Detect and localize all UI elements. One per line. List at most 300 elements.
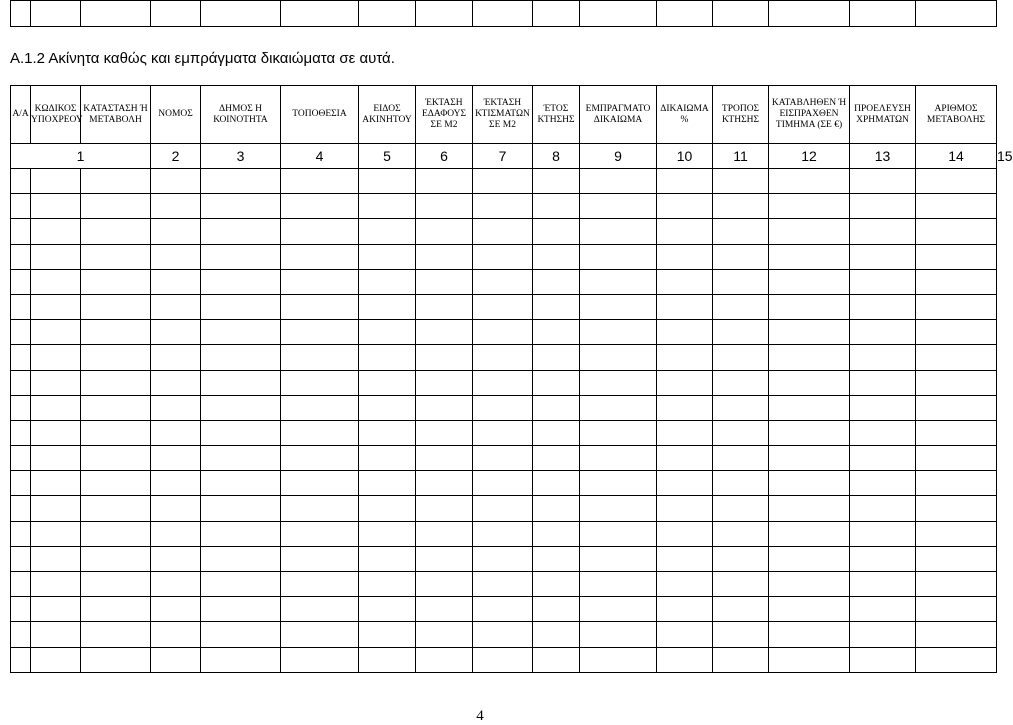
table-cell[interactable]	[533, 597, 580, 622]
table-cell[interactable]	[31, 244, 81, 269]
table-cell[interactable]	[151, 622, 201, 647]
table-cell[interactable]	[657, 597, 713, 622]
table-cell[interactable]	[580, 320, 657, 345]
table-cell[interactable]	[81, 622, 151, 647]
table-cell[interactable]	[416, 345, 473, 370]
table-cell[interactable]	[473, 496, 533, 521]
table-cell[interactable]	[916, 471, 997, 496]
table-cell[interactable]	[281, 169, 359, 194]
table-cell[interactable]	[81, 471, 151, 496]
table-cell[interactable]	[201, 446, 281, 471]
table-cell[interactable]	[713, 169, 769, 194]
table-cell[interactable]	[151, 345, 201, 370]
table-cell[interactable]	[81, 194, 151, 219]
table-cell[interactable]	[416, 647, 473, 672]
table-cell[interactable]	[359, 471, 416, 496]
table-cell[interactable]	[281, 597, 359, 622]
table-cell[interactable]	[533, 521, 580, 546]
table-cell[interactable]	[769, 420, 850, 445]
table-cell[interactable]	[473, 169, 533, 194]
table-cell[interactable]	[81, 395, 151, 420]
table-cell[interactable]	[81, 169, 151, 194]
table-cell[interactable]	[359, 169, 416, 194]
table-cell[interactable]	[713, 194, 769, 219]
table-cell[interactable]	[31, 395, 81, 420]
table-cell[interactable]	[201, 420, 281, 445]
table-cell[interactable]	[916, 294, 997, 319]
table-cell[interactable]	[850, 647, 916, 672]
table-cell[interactable]	[850, 244, 916, 269]
table-cell[interactable]	[359, 269, 416, 294]
table-cell[interactable]	[201, 345, 281, 370]
table-cell[interactable]	[81, 521, 151, 546]
table-cell[interactable]	[11, 471, 31, 496]
table-cell[interactable]	[580, 597, 657, 622]
table-cell[interactable]	[151, 294, 201, 319]
table-cell[interactable]	[916, 244, 997, 269]
table-cell[interactable]	[533, 546, 580, 571]
table-cell[interactable]	[769, 647, 850, 672]
table-cell[interactable]	[769, 471, 850, 496]
table-cell[interactable]	[473, 320, 533, 345]
table-cell[interactable]	[850, 572, 916, 597]
table-cell[interactable]	[533, 446, 580, 471]
table-cell[interactable]	[580, 294, 657, 319]
table-cell[interactable]	[657, 294, 713, 319]
table-cell[interactable]	[713, 496, 769, 521]
table-cell[interactable]	[850, 269, 916, 294]
table-cell[interactable]	[359, 496, 416, 521]
table-cell[interactable]	[916, 169, 997, 194]
table-cell[interactable]	[151, 572, 201, 597]
table-cell[interactable]	[416, 320, 473, 345]
table-cell[interactable]	[769, 496, 850, 521]
table-cell[interactable]	[31, 219, 81, 244]
table-cell[interactable]	[416, 521, 473, 546]
table-cell[interactable]	[916, 572, 997, 597]
table-cell[interactable]	[769, 169, 850, 194]
table-cell[interactable]	[151, 446, 201, 471]
table-cell[interactable]	[580, 219, 657, 244]
table-cell[interactable]	[151, 420, 201, 445]
table-cell[interactable]	[359, 395, 416, 420]
table-cell[interactable]	[916, 496, 997, 521]
table-cell[interactable]	[31, 320, 81, 345]
table-cell[interactable]	[281, 471, 359, 496]
table-cell[interactable]	[850, 370, 916, 395]
table-cell[interactable]	[359, 521, 416, 546]
table-cell[interactable]	[31, 597, 81, 622]
table-cell[interactable]	[657, 345, 713, 370]
table-cell[interactable]	[359, 370, 416, 395]
table-cell[interactable]	[31, 269, 81, 294]
table-cell[interactable]	[31, 194, 81, 219]
table-cell[interactable]	[281, 496, 359, 521]
table-cell[interactable]	[201, 546, 281, 571]
table-cell[interactable]	[916, 269, 997, 294]
table-cell[interactable]	[657, 219, 713, 244]
table-cell[interactable]	[473, 420, 533, 445]
table-cell[interactable]	[11, 294, 31, 319]
table-cell[interactable]	[850, 420, 916, 445]
table-cell[interactable]	[850, 294, 916, 319]
table-cell[interactable]	[201, 597, 281, 622]
table-cell[interactable]	[151, 370, 201, 395]
table-cell[interactable]	[769, 370, 850, 395]
table-cell[interactable]	[281, 345, 359, 370]
table-cell[interactable]	[31, 546, 81, 571]
table-cell[interactable]	[657, 420, 713, 445]
table-cell[interactable]	[916, 597, 997, 622]
table-cell[interactable]	[916, 194, 997, 219]
table-cell[interactable]	[359, 546, 416, 571]
table-cell[interactable]	[11, 496, 31, 521]
table-cell[interactable]	[359, 345, 416, 370]
table-cell[interactable]	[31, 294, 81, 319]
table-cell[interactable]	[769, 269, 850, 294]
table-cell[interactable]	[580, 345, 657, 370]
table-cell[interactable]	[201, 169, 281, 194]
table-cell[interactable]	[201, 572, 281, 597]
table-cell[interactable]	[850, 597, 916, 622]
table-cell[interactable]	[359, 219, 416, 244]
table-cell[interactable]	[713, 269, 769, 294]
table-cell[interactable]	[359, 294, 416, 319]
table-cell[interactable]	[473, 622, 533, 647]
table-cell[interactable]	[473, 244, 533, 269]
table-cell[interactable]	[657, 647, 713, 672]
table-cell[interactable]	[473, 294, 533, 319]
table-cell[interactable]	[580, 169, 657, 194]
table-cell[interactable]	[201, 496, 281, 521]
table-cell[interactable]	[657, 446, 713, 471]
table-cell[interactable]	[657, 471, 713, 496]
table-cell[interactable]	[850, 169, 916, 194]
table-cell[interactable]	[713, 521, 769, 546]
table-cell[interactable]	[31, 471, 81, 496]
table-cell[interactable]	[657, 370, 713, 395]
table-cell[interactable]	[31, 420, 81, 445]
table-cell[interactable]	[473, 194, 533, 219]
table-cell[interactable]	[201, 647, 281, 672]
table-cell[interactable]	[769, 294, 850, 319]
table-cell[interactable]	[151, 496, 201, 521]
table-cell[interactable]	[850, 546, 916, 571]
table-cell[interactable]	[713, 647, 769, 672]
table-cell[interactable]	[31, 169, 81, 194]
table-cell[interactable]	[713, 446, 769, 471]
table-cell[interactable]	[11, 395, 31, 420]
table-cell[interactable]	[31, 521, 81, 546]
table-cell[interactable]	[473, 546, 533, 571]
table-cell[interactable]	[580, 194, 657, 219]
table-cell[interactable]	[473, 647, 533, 672]
table-cell[interactable]	[416, 169, 473, 194]
table-cell[interactable]	[473, 572, 533, 597]
table-cell[interactable]	[151, 647, 201, 672]
table-cell[interactable]	[31, 496, 81, 521]
table-cell[interactable]	[151, 194, 201, 219]
table-cell[interactable]	[769, 597, 850, 622]
table-cell[interactable]	[31, 572, 81, 597]
table-cell[interactable]	[713, 244, 769, 269]
table-cell[interactable]	[11, 420, 31, 445]
table-cell[interactable]	[850, 194, 916, 219]
table-cell[interactable]	[580, 269, 657, 294]
table-cell[interactable]	[769, 395, 850, 420]
table-cell[interactable]	[533, 420, 580, 445]
table-cell[interactable]	[657, 269, 713, 294]
table-cell[interactable]	[580, 622, 657, 647]
table-cell[interactable]	[359, 446, 416, 471]
table-cell[interactable]	[11, 345, 31, 370]
table-cell[interactable]	[11, 647, 31, 672]
table-cell[interactable]	[916, 521, 997, 546]
table-cell[interactable]	[713, 546, 769, 571]
table-cell[interactable]	[580, 496, 657, 521]
table-cell[interactable]	[850, 345, 916, 370]
table-cell[interactable]	[657, 572, 713, 597]
table-cell[interactable]	[769, 244, 850, 269]
table-cell[interactable]	[713, 320, 769, 345]
table-cell[interactable]	[359, 194, 416, 219]
table-cell[interactable]	[281, 647, 359, 672]
table-cell[interactable]	[416, 622, 473, 647]
table-cell[interactable]	[281, 546, 359, 571]
table-cell[interactable]	[916, 395, 997, 420]
table-cell[interactable]	[81, 244, 151, 269]
table-cell[interactable]	[281, 269, 359, 294]
table-cell[interactable]	[81, 572, 151, 597]
table-cell[interactable]	[151, 320, 201, 345]
table-cell[interactable]	[769, 446, 850, 471]
table-cell[interactable]	[151, 546, 201, 571]
table-cell[interactable]	[533, 219, 580, 244]
table-cell[interactable]	[201, 471, 281, 496]
table-cell[interactable]	[657, 622, 713, 647]
table-cell[interactable]	[281, 446, 359, 471]
table-cell[interactable]	[201, 521, 281, 546]
table-cell[interactable]	[850, 446, 916, 471]
table-cell[interactable]	[916, 420, 997, 445]
table-cell[interactable]	[657, 546, 713, 571]
table-cell[interactable]	[769, 546, 850, 571]
table-cell[interactable]	[11, 244, 31, 269]
table-cell[interactable]	[580, 446, 657, 471]
table-cell[interactable]	[11, 521, 31, 546]
table-cell[interactable]	[359, 597, 416, 622]
table-cell[interactable]	[281, 294, 359, 319]
table-cell[interactable]	[580, 471, 657, 496]
table-cell[interactable]	[281, 320, 359, 345]
table-cell[interactable]	[416, 572, 473, 597]
table-cell[interactable]	[81, 647, 151, 672]
table-cell[interactable]	[657, 521, 713, 546]
table-cell[interactable]	[580, 395, 657, 420]
table-cell[interactable]	[151, 219, 201, 244]
table-cell[interactable]	[359, 244, 416, 269]
table-cell[interactable]	[473, 370, 533, 395]
table-cell[interactable]	[580, 647, 657, 672]
table-cell[interactable]	[201, 320, 281, 345]
table-cell[interactable]	[416, 219, 473, 244]
table-cell[interactable]	[201, 294, 281, 319]
table-cell[interactable]	[533, 294, 580, 319]
table-cell[interactable]	[151, 597, 201, 622]
table-cell[interactable]	[416, 269, 473, 294]
table-cell[interactable]	[713, 345, 769, 370]
table-cell[interactable]	[31, 622, 81, 647]
table-cell[interactable]	[713, 622, 769, 647]
table-cell[interactable]	[416, 370, 473, 395]
table-cell[interactable]	[201, 622, 281, 647]
table-cell[interactable]	[201, 219, 281, 244]
table-cell[interactable]	[151, 521, 201, 546]
table-cell[interactable]	[473, 446, 533, 471]
table-cell[interactable]	[769, 622, 850, 647]
table-cell[interactable]	[201, 244, 281, 269]
table-cell[interactable]	[916, 622, 997, 647]
table-cell[interactable]	[916, 320, 997, 345]
table-cell[interactable]	[533, 194, 580, 219]
table-cell[interactable]	[201, 194, 281, 219]
table-cell[interactable]	[281, 420, 359, 445]
table-cell[interactable]	[769, 345, 850, 370]
table-cell[interactable]	[769, 521, 850, 546]
table-cell[interactable]	[11, 597, 31, 622]
table-cell[interactable]	[416, 294, 473, 319]
table-cell[interactable]	[151, 244, 201, 269]
table-cell[interactable]	[916, 370, 997, 395]
table-cell[interactable]	[916, 345, 997, 370]
table-cell[interactable]	[533, 345, 580, 370]
table-cell[interactable]	[416, 546, 473, 571]
table-cell[interactable]	[416, 395, 473, 420]
table-cell[interactable]	[533, 370, 580, 395]
table-cell[interactable]	[713, 597, 769, 622]
table-cell[interactable]	[281, 521, 359, 546]
table-cell[interactable]	[657, 320, 713, 345]
table-cell[interactable]	[151, 169, 201, 194]
table-cell[interactable]	[81, 269, 151, 294]
table-cell[interactable]	[11, 219, 31, 244]
table-cell[interactable]	[281, 395, 359, 420]
table-cell[interactable]	[11, 546, 31, 571]
table-cell[interactable]	[916, 647, 997, 672]
table-cell[interactable]	[81, 546, 151, 571]
table-cell[interactable]	[533, 395, 580, 420]
table-cell[interactable]	[657, 244, 713, 269]
table-cell[interactable]	[11, 370, 31, 395]
table-cell[interactable]	[533, 269, 580, 294]
table-cell[interactable]	[81, 420, 151, 445]
table-cell[interactable]	[580, 370, 657, 395]
table-cell[interactable]	[713, 420, 769, 445]
table-cell[interactable]	[657, 496, 713, 521]
table-cell[interactable]	[850, 219, 916, 244]
table-cell[interactable]	[473, 471, 533, 496]
table-cell[interactable]	[713, 395, 769, 420]
table-cell[interactable]	[713, 219, 769, 244]
table-cell[interactable]	[850, 320, 916, 345]
table-cell[interactable]	[850, 471, 916, 496]
table-cell[interactable]	[416, 496, 473, 521]
table-cell[interactable]	[916, 219, 997, 244]
table-cell[interactable]	[201, 370, 281, 395]
table-cell[interactable]	[151, 395, 201, 420]
table-cell[interactable]	[657, 395, 713, 420]
table-cell[interactable]	[416, 420, 473, 445]
table-cell[interactable]	[713, 294, 769, 319]
table-cell[interactable]	[81, 597, 151, 622]
table-cell[interactable]	[473, 521, 533, 546]
table-cell[interactable]	[769, 572, 850, 597]
table-cell[interactable]	[81, 320, 151, 345]
table-cell[interactable]	[769, 219, 850, 244]
table-cell[interactable]	[416, 471, 473, 496]
table-cell[interactable]	[850, 496, 916, 521]
table-cell[interactable]	[850, 521, 916, 546]
table-cell[interactable]	[281, 219, 359, 244]
table-cell[interactable]	[580, 521, 657, 546]
table-cell[interactable]	[473, 269, 533, 294]
table-cell[interactable]	[11, 446, 31, 471]
table-cell[interactable]	[81, 219, 151, 244]
table-cell[interactable]	[533, 169, 580, 194]
table-cell[interactable]	[416, 194, 473, 219]
table-cell[interactable]	[11, 194, 31, 219]
table-cell[interactable]	[359, 572, 416, 597]
table-cell[interactable]	[31, 370, 81, 395]
table-cell[interactable]	[713, 572, 769, 597]
table-cell[interactable]	[850, 395, 916, 420]
table-cell[interactable]	[201, 395, 281, 420]
table-cell[interactable]	[657, 194, 713, 219]
table-cell[interactable]	[916, 446, 997, 471]
table-cell[interactable]	[81, 496, 151, 521]
table-cell[interactable]	[359, 420, 416, 445]
table-cell[interactable]	[416, 597, 473, 622]
table-cell[interactable]	[11, 622, 31, 647]
table-cell[interactable]	[11, 269, 31, 294]
table-cell[interactable]	[81, 446, 151, 471]
table-cell[interactable]	[281, 244, 359, 269]
table-cell[interactable]	[359, 320, 416, 345]
table-cell[interactable]	[533, 647, 580, 672]
table-cell[interactable]	[580, 244, 657, 269]
table-cell[interactable]	[473, 395, 533, 420]
table-cell[interactable]	[580, 546, 657, 571]
table-cell[interactable]	[11, 320, 31, 345]
table-cell[interactable]	[151, 269, 201, 294]
table-cell[interactable]	[580, 572, 657, 597]
table-cell[interactable]	[533, 496, 580, 521]
table-cell[interactable]	[769, 194, 850, 219]
table-cell[interactable]	[533, 572, 580, 597]
table-cell[interactable]	[713, 471, 769, 496]
table-cell[interactable]	[713, 370, 769, 395]
table-cell[interactable]	[850, 622, 916, 647]
table-cell[interactable]	[533, 320, 580, 345]
table-cell[interactable]	[769, 320, 850, 345]
table-cell[interactable]	[11, 169, 31, 194]
table-cell[interactable]	[416, 446, 473, 471]
table-cell[interactable]	[416, 244, 473, 269]
table-cell[interactable]	[473, 597, 533, 622]
table-cell[interactable]	[81, 294, 151, 319]
table-cell[interactable]	[580, 420, 657, 445]
table-cell[interactable]	[657, 169, 713, 194]
